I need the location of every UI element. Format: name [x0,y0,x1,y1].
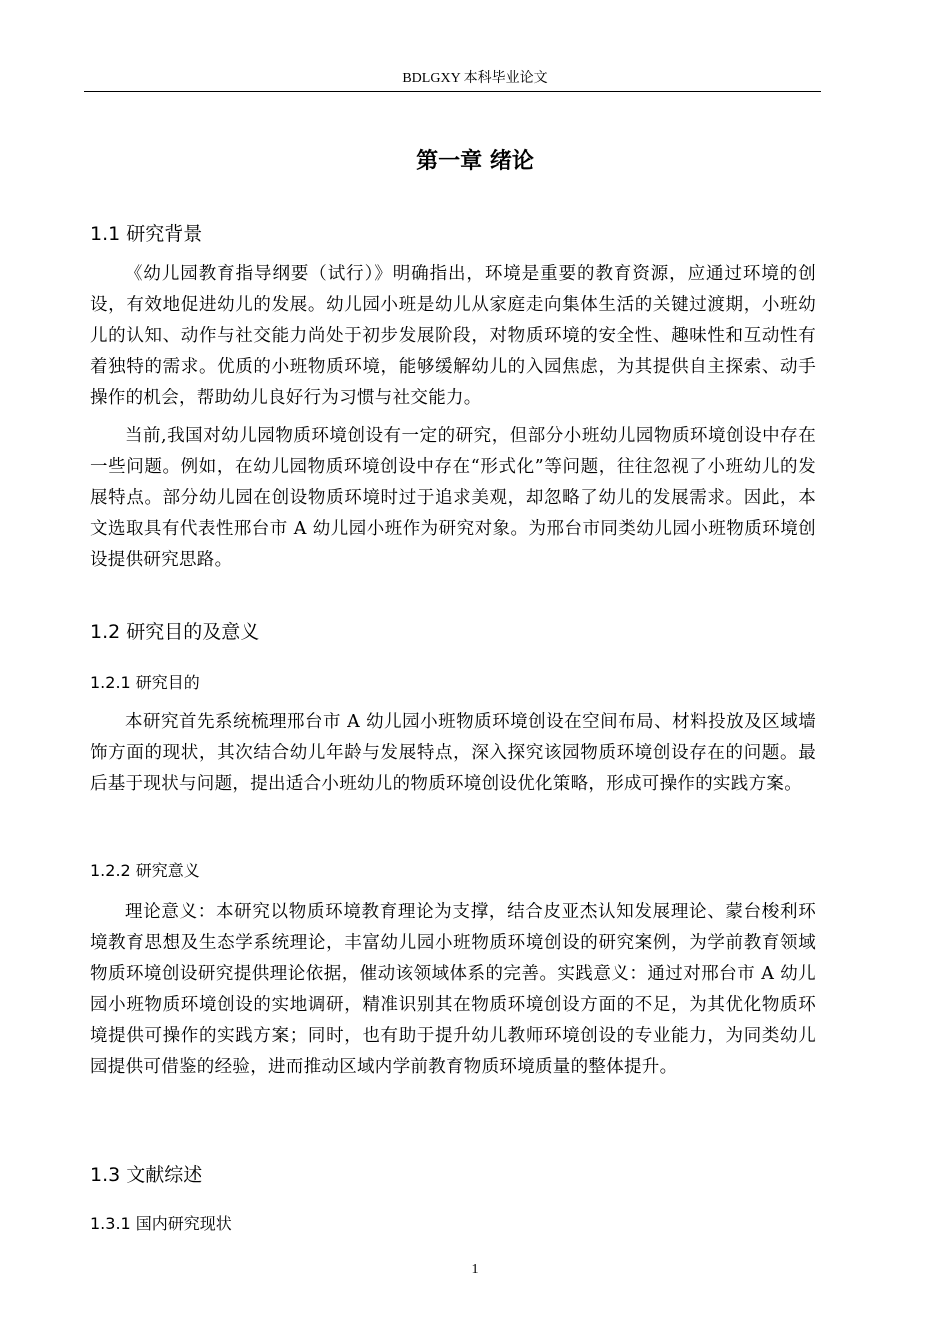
paragraph-background-1: 《幼儿园教育指导纲要（试行）》明确指出，环境是重要的教育资源，应通过环境的创设，有效地促进幼儿的发展。幼儿园小班是幼儿从家庭走向集体生活的关键过渡期，小班幼儿的认知、动作与社交能力尚处于初步发展阶段，对物质环境的安全性、趣味性和互动性有着独特的需求。优质的小班物质环境，能够缓解幼儿的入园焦虑，为其提供自主探索、动手操作的机会，帮助幼儿良好行为习惯与社交能力。 [90,264,816,408]
header-rule [84,91,821,92]
chapter-title: 第一章 绪论 [416,149,534,174]
paragraph-background-2: 当前,我国对幼儿园物质环境创设有一定的研究，但部分小班幼儿园物质环境创设中存在一些问题。例如，在幼儿园物质环境创设中存在“形式化”等问题，往往忽视了小班幼儿的发展特点。部分幼儿园在创设物质环境时过于追求美观，却忽略了幼儿的发展需求。因此，本文选取具有代表性邢台市 A 幼儿园小班作为研究对象。为邢台市同类幼儿园小班物质环境创设提供研究思路。 [90,426,816,570]
page-header: BDLGXY 本科毕业论文 [402,71,548,86]
subsection-heading-1-3-1: 1.3.1 国内研究现状 [90,1214,232,1233]
paragraph-significance: 理论意义：本研究以物质环境教育理论为支撑，结合皮亚杰认知发展理论、蒙台梭利环境教育思想及生态学系统理论，丰富幼儿园小班物质环境创设的研究案例，为学前教育领域物质环境创设研究提供理论依据，催动该领域体系的完善。实践意义：通过对邢台市 A 幼儿园小班物质环境创设的实地调研，精准识别其在物质环境创设方面的不足，为其优化物质环境提供可操作的实践方案；同时，也有助于提升幼儿教师环境创设的专业能力，为同类幼儿园提供可借鉴的经验，进而推动区域内学前教育物质环境质量的整体提升。 [90,902,816,1077]
section-heading-1-1: 1.1 研究背景 [90,223,203,245]
subsection-heading-1-2-1: 1.2.1 研究目的 [90,673,200,692]
section-heading-1-3: 1.3 文献综述 [90,1164,203,1186]
paragraph-purpose: 本研究首先系统梳理邢台市 A 幼儿园小班物质环境创设在空间布局、材料投放及区域墙饰方面的现状，其次结合幼儿年龄与发展特点，深入探究该园物质环境创设存在的问题。最后基于现状与问题，提出适合小班幼儿的物质环境创设优化策略，形成可操作的实践方案。 [90,712,816,794]
page-number: 1 [471,1262,479,1277]
subsection-heading-1-2-2: 1.2.2 研究意义 [90,861,200,880]
section-heading-1-2: 1.2 研究目的及意义 [90,621,260,643]
